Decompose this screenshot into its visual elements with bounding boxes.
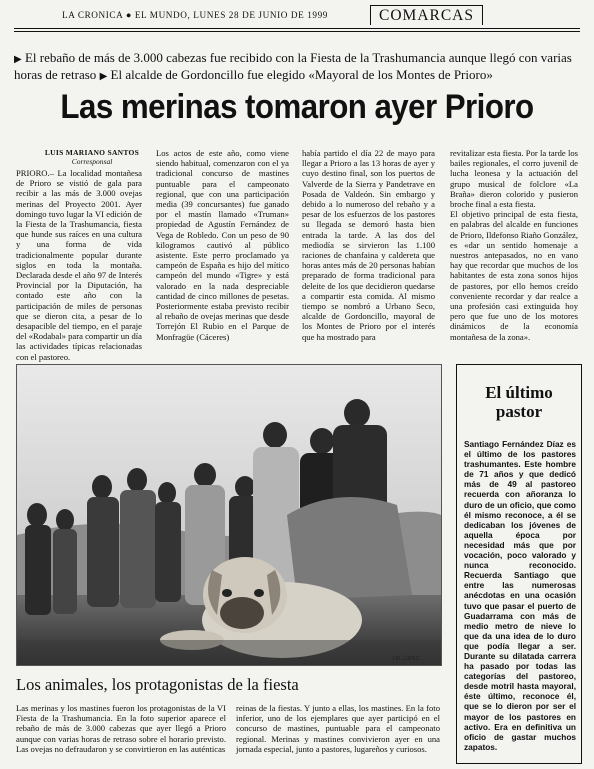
sidebar-title-line-2: pastor (495, 402, 543, 421)
news-photo (16, 364, 442, 666)
sidebar-title-line-1: El último (485, 383, 553, 402)
photo-crowd-and-mastiff (17, 365, 441, 665)
caption-column-2: reinas de la fiestas. Y junto a ellas, los mastines. En la foto inferior, uno de los ejemplares que ayer participó en el concurso de mastines, puntuable para el campeonato regional. Merinas y mastines convivieron ayer en una jornada especial, junto a pastores, lugareños y curiosos. (236, 703, 440, 754)
newspaper-dateline: LA CRONICA ● EL MUNDO, LUNES 28 DE JUNIO DE 1999 (62, 10, 328, 20)
arrow-icon: ▶ (99, 71, 108, 82)
section-label: COMARCAS (370, 5, 483, 25)
sidebar-title (457, 383, 581, 421)
byline-name: LUIS MARIANO SANTOS (44, 148, 140, 157)
caption-title: Los animales, los protagonistas de la fiesta (16, 675, 299, 694)
article-column-4: revitalizar esta fiesta. Por la tarde los bailes regionales, el corro juvenil de lucha leonesa y la actuación del grupo musical de folclore «La Braña» dieron colorido y pusieron broche final a esta fiesta. El objetivo principal de esta fiesta, en palabras del alcalde en funciones de Prioro, Ildefonso Riaño González, es «dar un sentido homenaje a nuestros antepasados, no en vano hay que recordar que muchos de los habitantes de esta zona sonos hijos de pastores, por ello hemos creído conveniente recordar y dar realce a una profesión casi extinguida hoy pero que fue uno de los motores dinámicos de la economía montañesa de la zona». (450, 148, 578, 342)
article-column-3: había partido el día 22 de mayo para llegar a Prioro a las 13 horas de ayer y cuyo destino final, son los puertos de Valverde de la Sierra y Pandetrave en Posada de Valdeón. Sin embargo y debido a lo numeroso del rebaño y a pesar de los esfuerzos de los pastores su llegada se demoró hasta bien entrada la tarde. A las dos del mediodía se sirvieron las 1.100 raciones de chanfaina y caldereta que horas antes más de 20 personas habían preparado de forma tradicional para deleite de los que decidieron quedarse a compartir esta comida. Al mismo tiempo se nombró a Urbano Seco, alcalde de Gordoncillo, mayoral de los Montes de Prioro por el interés que ha mostrado para (302, 148, 435, 342)
byline (32, 148, 152, 166)
byline-role: Corresponsal (71, 157, 113, 166)
sidebar-body: Santiago Fernández Díaz es el último de los pastores trashumantes. Este hombre de 71 años y que dedicó más de 49 al pastoreo recuerda con añoranza lo duro de un oficio, que como él mismo reconoce, a él se dedicaban los jóvenes de aquella época por necesidad más que por vocación, poco valorado y nunca reconocido. Recuerda Santiago que entre las numerosas anécdotas en una ocasión tuvo que pasar el puerto de Guadarrama con más de medio metro de nieve lo que da una idea de lo duro que podía llegar a ser. Durante su dilatada carrera ha pasado por todas las categorías del pastoreo, desde motril hasta mayoral, éste último, reconoce él, que se lo dieron por ser el mayor de los pastores en activo. Era en definitiva un oficio de gastar muchos zapatos. (464, 439, 576, 752)
arrow-icon: ▶ (14, 54, 22, 65)
photo-credit: J.M. LÓPEZ (391, 656, 419, 662)
kicker (14, 50, 580, 84)
caption-column-1: Las merinas y los mastines fueron los protagonistas de la VI Fiesta de la Trashumancia. En la foto superior aparece el rebaño de más de 3.000 cabezas que ayer llegó a Prioro aunque con varias horas de retraso sobre el horario previsto. Las ovejas no defraudaron y se convirtieron en las auténticas (16, 703, 226, 754)
kicker-part-1: El rebaño de más de 3.000 cabezas fue recibido con la Fiesta de la Trashumancia aunque llegó con varias horas de retraso (14, 50, 572, 82)
header-rule (14, 31, 580, 32)
article-column-2: Los actos de este año, como viene siendo habitual, comenzaron con el ya tradicional concurso de mastines puntuable para el campeonato regional, que con una participación media (39 concursantes) fue ganado por el mastín llamado «Truman» propiedad de Agustín Fernández de Vega de Robledo. Con un peso de 90 kilogramos cautivó al público asistente. Este perro proclamado ya campeón de España es hijo del mítico campeón del mundo «Tigre» y está valorado en la nada despreciable cantidad de cinco millones de pesetas. Posteriormente estaba previsto recibir al rebaño de ovejas merinas que desde Torrejón El Rubio en el Parque de Monfragüe (Cáceres) (156, 148, 289, 342)
sidebar-box (456, 364, 582, 764)
kicker-part-2: El alcalde de Gordoncillo fue elegido «Mayoral de los Montes de Prioro» (110, 67, 493, 82)
article-column-1: PRIORO.– La localidad montañesa de Prioro se vistió de gala para recibir a las más de 3.000 ovejas merinas del Proyecto 2001. Ayer domingo tuvo lugar la VI edición de la Fiesta de la Trashumancia, fiesta que hunde sus raíces en una cultura y una forma de vida tradicionalmente popular durante siglos en toda la montaña. Declarada desde el año 97 de Interés Provincial por la Diputación, ha contado este año con la participación de miles de personas que se dieron cita, a pesar de lo desapacible del tiempo, en el paraje del «Rodabal» para compartir un día las actividades típicas relacionadas con el pastoreo. (16, 168, 142, 362)
headline: Las merinas tomaron ayer Prioro (60, 88, 534, 126)
page-header (14, 6, 580, 29)
